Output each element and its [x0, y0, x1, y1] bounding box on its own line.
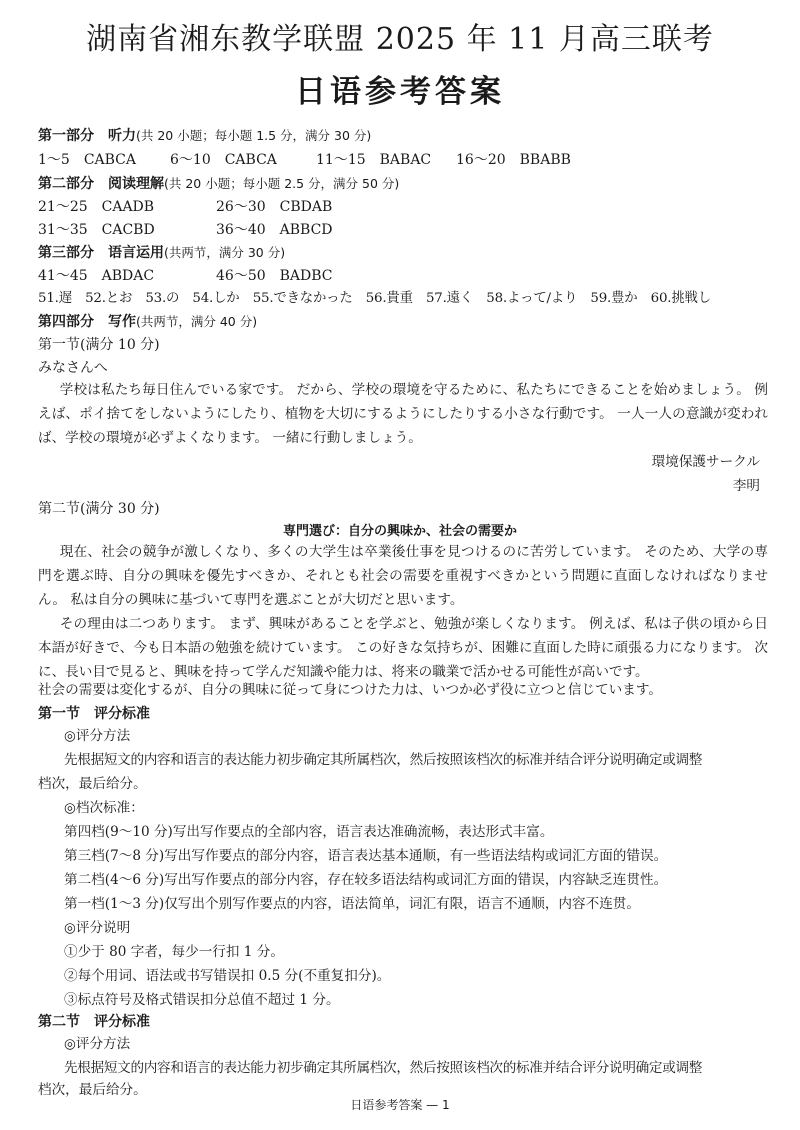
answer-group: 46～50 BADBC — [216, 268, 333, 284]
part2-note: (共 20 小题；每小题 2.5 分，满分 50 分) — [164, 176, 400, 191]
part4-heading — [38, 311, 768, 333]
part2-heading — [38, 173, 768, 195]
answer-group: 11～15 BABAC — [316, 152, 432, 168]
part1-note: (共 20 小题；每小题 1.5 分，满分 30 分) — [136, 128, 372, 143]
signature-org: 環境保護サークル — [651, 454, 760, 470]
criteria1-note2: ②每个用词、语法或书写错误扣 0.5 分(不重复扣分)。 — [64, 968, 391, 984]
criteria1-level4: 第四档(9～10 分)写出写作要点的全部内容，语言表达准确流畅，表达形式丰富。 — [64, 824, 554, 840]
criteria1-note3: ③标点符号及格式错误扣分总值不超过 1 分。 — [64, 992, 340, 1008]
part3-fill-answers: 51.遅 52.とお 53.の 54.しか 55.できなかった 56.貴重 57.遠く 58.よって/より 59.豊か 60.挑戦し — [38, 291, 711, 306]
part3-answers-row1 — [38, 265, 768, 287]
letter-body: 学校は私たち毎日住んでいる家です。 だから、学校の環境を守るために、私たちにできることを始めましょう。 例えば、ポイ捨てをしないようにしたり、植物を大切にするようにしたりする小さな行動です。 一人一人の意識が変われば、学校の環境が必ずよくなります。 一緒に行動しましょう。 — [38, 382, 768, 446]
criteria1-level1: 第一档(1～3 分)仅写出个别写作要点的内容，语法简单，词汇有限，语言不通顺，内容不连贯。 — [64, 896, 640, 912]
criteria1-method-text: 先根据短文的内容和语言的表达能力初步确定其所属档次，然后按照该档次的标准并结合评分说明确定或调整 — [64, 752, 703, 768]
essay-paragraph-3: 社会の需要は変化するが、自分の興味に従って身につけた力は、いつか必ず役に立つと信じています。 — [38, 682, 662, 698]
part1-answers — [38, 149, 768, 171]
answer-group: 1～5 CABCA — [38, 152, 137, 168]
answer-group: 36～40 ABBCD — [216, 222, 333, 238]
criteria2-method-label: ◎评分方法 — [64, 1036, 131, 1052]
criteria1-method-text-cont: 档次，最后给分。 — [38, 776, 147, 792]
criteria1-method-label: ◎评分方法 — [64, 728, 131, 744]
letter-greeting: みなさんへ — [38, 360, 108, 376]
criteria2-method-text: 先根据短文的内容和语言的表达能力初步确定其所属档次，然后按照该档次的标准并结合评分说明确定或调整 — [64, 1060, 703, 1076]
exam-title: 湖南省湘东教学联盟 2025 年 11 月高三联考 — [86, 22, 714, 57]
answer-group: 41～45 ABDAC — [38, 268, 155, 284]
section2-label: 第二节(满分 30 分) — [38, 501, 160, 517]
answer-group: 26～30 CBDAB — [216, 199, 333, 215]
part1-heading — [38, 125, 768, 147]
part3-heading — [38, 242, 768, 264]
answer-key-title: 日语参考答案 — [295, 74, 505, 110]
part3-note: (共两节，满分 30 分) — [164, 245, 286, 260]
criteria1-level2: 第二档(4～6 分)写出写作要点的部分内容，存在较多语法结构或词汇方面的错误，内容缺乏连贯性。 — [64, 872, 668, 888]
criteria1-heading: 第一节 评分标准 — [38, 706, 150, 722]
criteria1-notes-label: ◎评分说明 — [64, 920, 131, 936]
criteria2-method-text-cont: 档次，最后给分。 — [38, 1082, 147, 1098]
answer-group: 16～20 BBABB — [456, 152, 571, 168]
criteria2-heading: 第二节 评分标准 — [38, 1014, 150, 1030]
essay-paragraph-2: その理由は二つあります。 まず、興味があることを学ぶと、勉強が楽しくなります。 例えば、私は子供の頃から日本語が好きで、今も日本語の勉強を続けています。 この好きな気持ちが、困難に直面した時に頑張る力になります。 次に、長い目で見ると、興味を持って学んだ知識や能力は、将来の職業で活かせる可能性が高いです。 — [38, 616, 768, 680]
criteria1-level3: 第三档(7～8 分)写出写作要点的部分内容，语言表达基本通顺，有一些语法结构或词汇方面的错误。 — [64, 848, 668, 864]
part4-note: (共两节，满分 40 分) — [136, 314, 258, 329]
criteria1-levels-label: ◎档次标准： — [64, 800, 144, 816]
essay-paragraph-1: 現在、社会の競争が激しくなり、多くの大学生は卒業後仕事を見つけるのに苦労しています。 そのため、大学の専門を選ぶ時、自分の興味を優先すべきか、それとも社会の需要を重視すべきかという問題に直面しなければなりません。 私は自分の興味に基づいて専門を選ぶことが大切だと思います。 — [38, 544, 768, 608]
part2-answers-row1 — [38, 196, 768, 218]
essay-title: 専門選び：自分の興味か、社会の需要か — [282, 524, 517, 539]
part4-heading-text: 第四部分 写作 — [38, 314, 136, 330]
answer-group: 21～25 CAADB — [38, 199, 155, 215]
criteria1-note1: ①少于 80 字者，每少一行扣 1 分。 — [64, 944, 284, 960]
part1-heading-text: 第一部分 听力 — [38, 128, 136, 144]
part2-heading-text: 第二部分 阅读理解 — [38, 176, 164, 192]
answer-group: 31～35 CACBD — [38, 222, 155, 238]
section1-label: 第一节(满分 10 分) — [38, 337, 160, 353]
answer-group: 6～10 CABCA — [170, 152, 277, 168]
signature-name: 李明 — [732, 478, 760, 494]
part3-heading-text: 第三部分 语言运用 — [38, 245, 164, 261]
part2-answers-row2 — [38, 219, 768, 241]
page-footer: 日语参考答案 — 1 — [350, 1098, 450, 1112]
